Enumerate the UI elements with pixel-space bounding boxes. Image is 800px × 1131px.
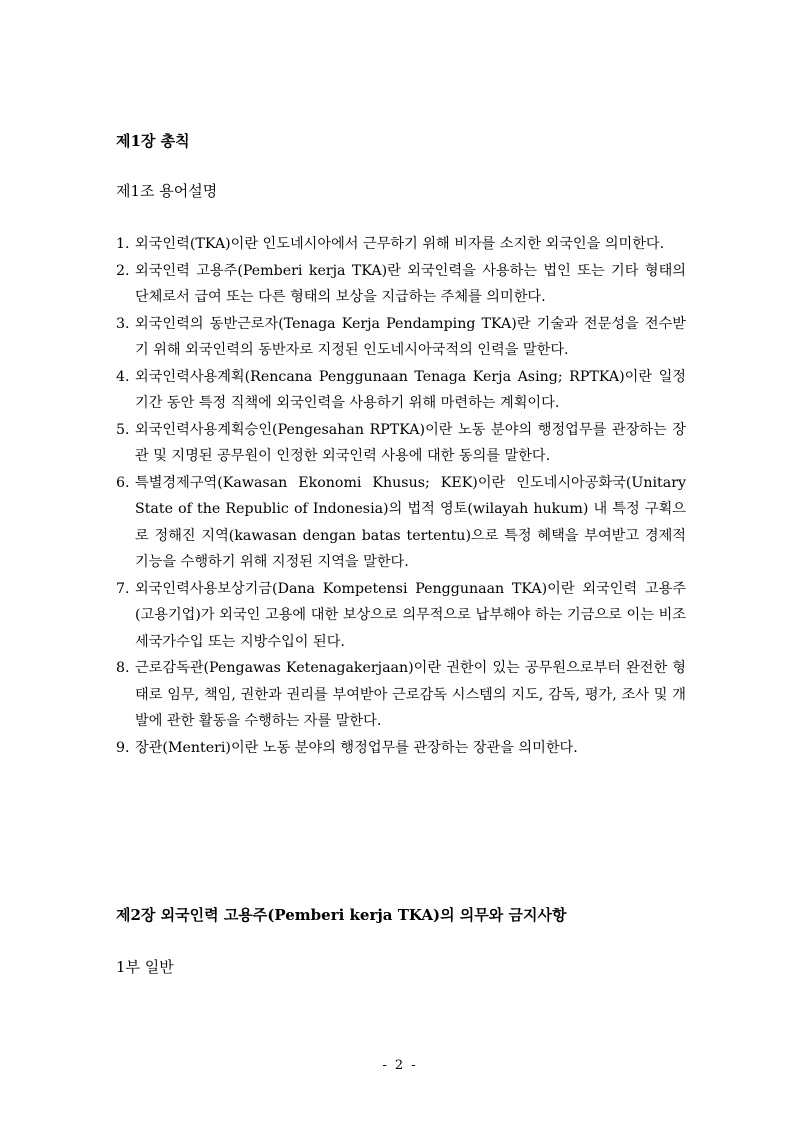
definition-number: 5. xyxy=(116,421,130,438)
definition-number: 6. xyxy=(116,474,130,491)
article-1-title: 제1조 용어설명 xyxy=(116,182,218,200)
definition-text: 외국인력사용계획(Rencana Penggunaan Tenaga Kerja Asing; RPTKA)이란 일정기간 동안 특정 직책에 외국인력을 사용하기 위해 마련하는 계획이다. xyxy=(135,368,686,411)
definition-item xyxy=(116,231,686,258)
definition-item xyxy=(116,576,686,656)
definition-number: 4. xyxy=(116,368,130,385)
definition-item xyxy=(116,258,686,311)
chapter-2-title: 제2장 외국인력 고용주(Pemberi kerja TKA)의 의무와 금지사항 xyxy=(116,906,567,924)
definition-number: 2. xyxy=(116,262,130,279)
definition-item xyxy=(116,470,686,576)
definition-text: 외국인력(TKA)이란 인도네시아에서 근무하기 위해 비자를 소지한 외국인을 의미한다. xyxy=(135,236,665,252)
definition-number: 8. xyxy=(116,660,130,676)
definition-item xyxy=(116,417,686,470)
page-number: - 2 - xyxy=(382,1058,418,1073)
definition-text: 외국인력의 동반근로자(Tenaga Kerja Pendamping TKA)란 기술과 전문성을 전수받기 위해 외국인력의 동반자로 지정된 인도네시아국적의 인력을 말한다. xyxy=(135,315,686,358)
definition-item xyxy=(116,735,686,762)
chapter-1-title: 제1장 총칙 xyxy=(116,132,190,150)
definition-item xyxy=(116,655,686,735)
definition-text: 외국인력사용보상기금(Dana Kompetensi Penggunaan TKA)이란 외국인력 고용주(고용기업)가 외국인 고용에 대한 보상으로 의무적으로 납부해야 하는 기금으로 이는 비조세국가수입 또는 지방수입이 된다. xyxy=(135,580,686,650)
part-1-title: 1부 일반 xyxy=(116,958,174,976)
definition-number: 9. xyxy=(116,739,130,756)
definition-number: 3. xyxy=(116,315,130,332)
definitions-list xyxy=(116,231,686,761)
definition-text: 외국인력사용계획승인(Pengesahan RPTKA)이란 노동 분야의 행정업무를 관장하는 장관 및 지명된 공무원이 인정한 외국인력 사용에 대한 동의를 말한다. xyxy=(135,421,686,464)
definition-item xyxy=(116,311,686,364)
definition-item xyxy=(116,364,686,417)
definition-text: 특별경제구역(Kawasan Ekonomi Khusus; KEK)이란 인도네시아공화국(Unitary State of the Republic of Indonesia)의 법적 영토(wilayah hukum) 내 특정 구획으로 정해진 지역(kawasan dengan batas tertentu)으로 특정 혜택을 부여받고 경제적 기능을 수행하기 위해 지정된 지역을 말한다. xyxy=(135,474,686,570)
definition-number: 1. xyxy=(116,236,130,252)
definition-text: 근로감독관(Pengawas Ketenagakerjaan)이란 권한이 있는 공무원으로부터 완전한 형태로 임무, 책임, 권한과 권리를 부여받아 근로감독 시스템의 지도, 감독, 평가, 조사 및 개발에 관한 활동을 수행하는 자를 말한다. xyxy=(135,660,686,729)
definition-text: 장관(Menteri)이란 노동 분야의 행정업무를 관장하는 장관을 의미한다. xyxy=(135,739,578,756)
definition-number: 7. xyxy=(116,580,130,597)
definition-text: 외국인력 고용주(Pemberi kerja TKA)란 외국인력을 사용하는 법인 또는 기타 형태의 단체로서 급여 또는 다른 형태의 보상을 지급하는 주체를 의미한다. xyxy=(135,262,686,305)
